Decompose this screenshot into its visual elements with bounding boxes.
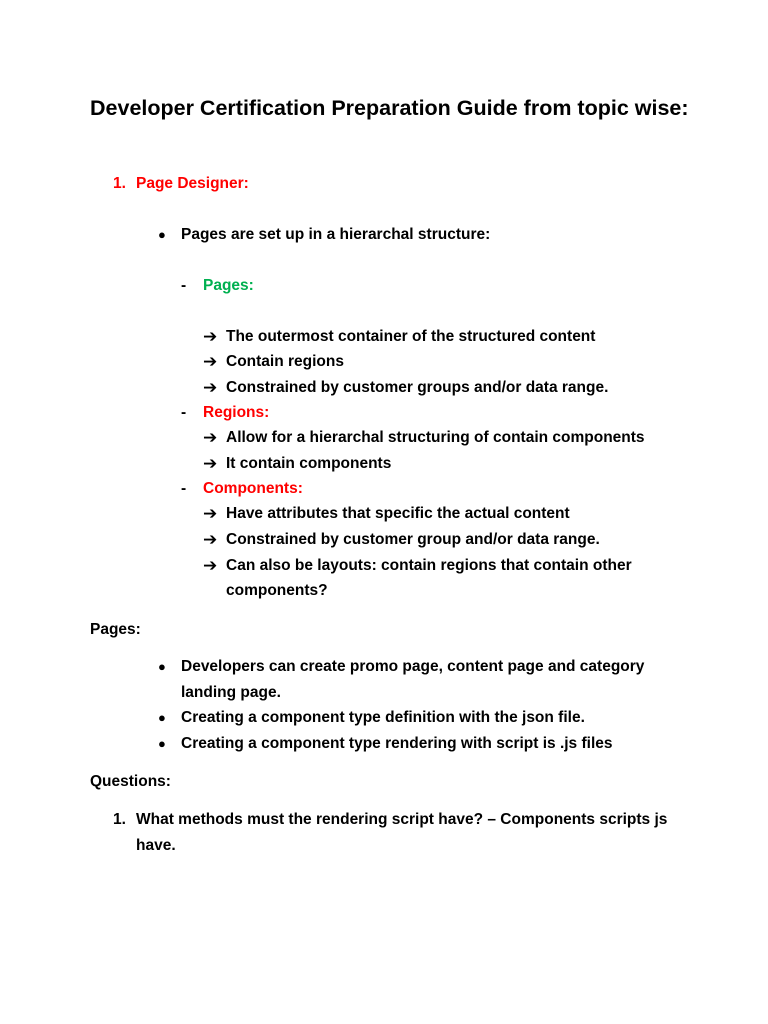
list-item-continuation: landing page. xyxy=(181,684,281,701)
question-number: 1. xyxy=(113,811,126,828)
document-title: Developer Certification Preparation Guide from topic wise: xyxy=(90,96,689,120)
bullet-icon: ● xyxy=(158,736,166,751)
right-arrow-icon: ➔ xyxy=(203,352,218,371)
right-arrow-icon: ➔ xyxy=(203,327,218,346)
dash-marker: - xyxy=(181,404,187,421)
section-heading: Page Designer: xyxy=(136,175,249,192)
list-item: The outermost container of the structured content xyxy=(226,328,596,345)
list-item: Constrained by customer group and/or data range. xyxy=(226,531,600,548)
right-arrow-icon: ➔ xyxy=(203,530,218,549)
list-item: Constrained by customer groups and/or data range. xyxy=(226,379,609,396)
question-text: What methods must the rendering script have? – Components scripts js xyxy=(136,811,668,828)
question-text-continuation: have. xyxy=(136,837,176,854)
group-label-components: Components: xyxy=(203,480,303,497)
list-item: It contain components xyxy=(226,455,392,472)
group-label-regions: Regions: xyxy=(203,404,270,421)
list-item-continuation: components? xyxy=(226,582,328,599)
right-arrow-icon: ➔ xyxy=(203,428,218,447)
list-item: Creating a component type definition with the json file. xyxy=(181,709,585,726)
dash-marker: - xyxy=(181,480,187,497)
list-item: Have attributes that specific the actual content xyxy=(226,505,570,522)
bullet-icon: ● xyxy=(158,659,166,674)
group-label-pages: Pages: xyxy=(203,277,254,294)
right-arrow-icon: ➔ xyxy=(203,504,218,523)
bullet-icon: ● xyxy=(158,710,166,725)
list-item: Creating a component type rendering with script is .js files xyxy=(181,735,613,752)
list-item: Developers can create promo page, content page and category xyxy=(181,658,645,675)
pages-heading: Pages: xyxy=(90,621,141,638)
right-arrow-icon: ➔ xyxy=(203,454,218,473)
list-item: Can also be layouts: contain regions that contain other xyxy=(226,557,632,574)
right-arrow-icon: ➔ xyxy=(203,378,218,397)
structure-intro-text: Pages are set up in a hierarchal structure: xyxy=(181,226,491,243)
bullet-icon: ● xyxy=(158,227,166,242)
right-arrow-icon: ➔ xyxy=(203,556,218,575)
dash-marker: - xyxy=(181,277,187,294)
list-item: Allow for a hierarchal structuring of contain components xyxy=(226,429,645,446)
questions-heading: Questions: xyxy=(90,773,171,790)
section-number: 1. xyxy=(113,175,126,192)
list-item: Contain regions xyxy=(226,353,344,370)
